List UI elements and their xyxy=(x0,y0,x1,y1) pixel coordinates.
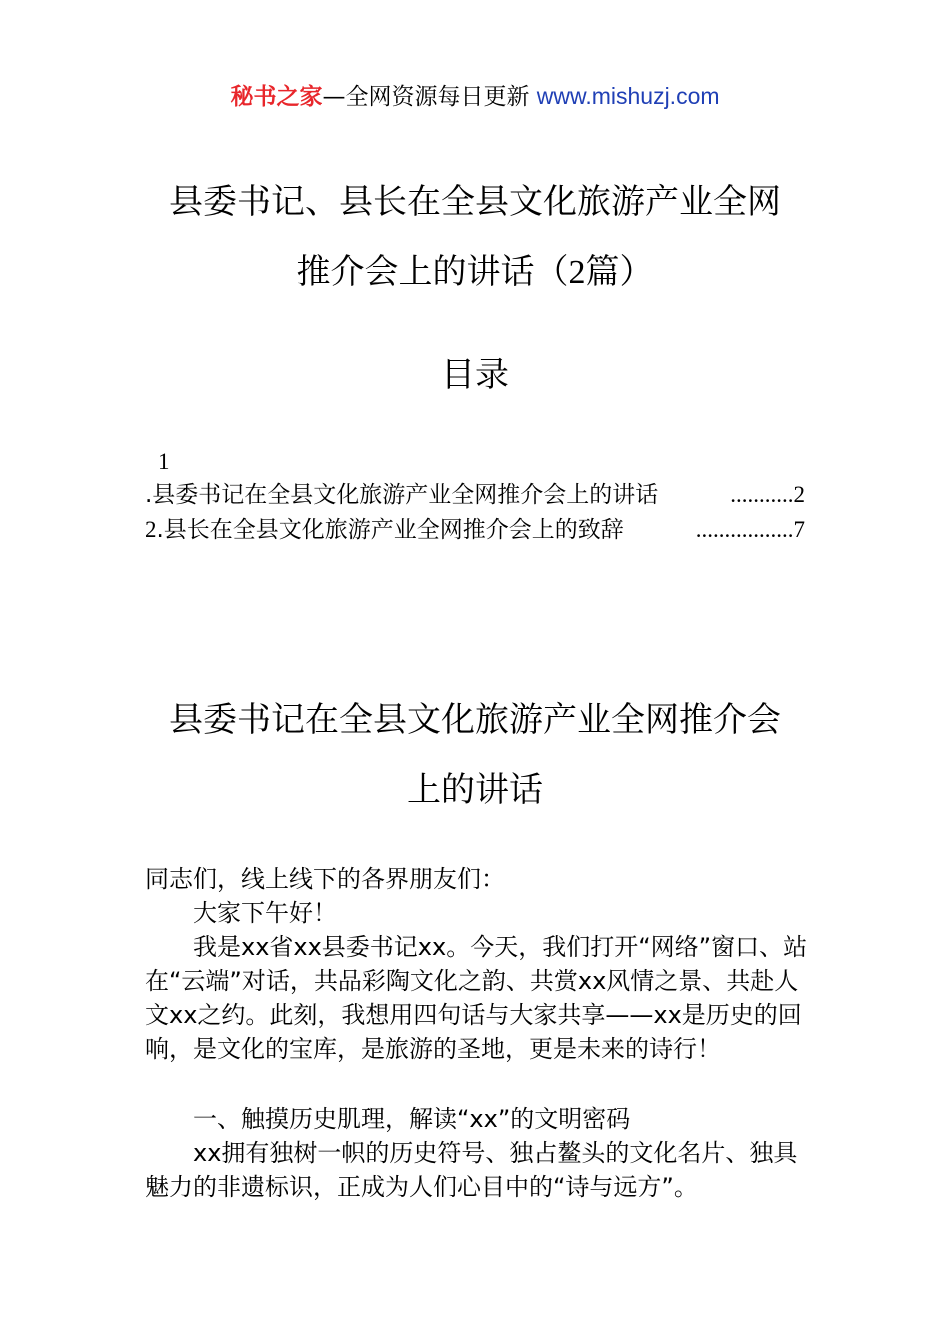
toc-item2-text: .县长在全县文化旅游产业全网推介会上的致辞 xyxy=(156,517,624,543)
brand-name: 秘书之家 xyxy=(230,84,323,110)
site-header xyxy=(0,80,950,113)
salutation: 同志们，线上线下的各界朋友们： xyxy=(145,865,505,893)
toc-item1-page: 2 xyxy=(793,482,805,507)
toc-item1-leader xyxy=(730,480,805,510)
site-url-link[interactable]: www.mishuzj.com xyxy=(536,83,720,109)
toc-item1[interactable] xyxy=(145,480,805,510)
toc-item2-label xyxy=(145,515,624,545)
title-line2-pre: 推介会上的讲话（ xyxy=(296,252,569,292)
title-line2-post: 篇） xyxy=(585,252,654,292)
greeting: 大家下午好！ xyxy=(193,899,337,927)
toc-item1-text: .县委书记在全县文化旅游产业全网推介会上的讲话 xyxy=(145,482,659,508)
section-title-line1: 县委书记在全县文化旅游产业全网推介会 xyxy=(169,700,781,740)
document-title-line1: 县委书记、县长在全县文化旅游产业全网 xyxy=(169,182,781,222)
toc-item2-leader xyxy=(696,515,805,545)
toc-item1-number: 1 xyxy=(158,449,170,474)
title-line2-count: 2 xyxy=(568,254,586,291)
toc-item2-number: 2 xyxy=(145,517,157,542)
paragraph-history: xx拥有独树一帜的历史符号、独占鳌头的文化名片、独具魅力的非遗标识，正成为人们心目中的“诗与远方”。 xyxy=(145,1139,798,1201)
section-heading-1: 一、触摸历史肌理，解读“xx”的文明密码 xyxy=(193,1105,631,1133)
toc-heading: 目录 xyxy=(441,355,509,395)
toc-item2-page: 7 xyxy=(793,517,805,542)
toc-item2-dots: ................. xyxy=(695,517,794,542)
document-title-line2 xyxy=(0,252,950,293)
header-tagline: —全网资源每日更新 xyxy=(322,84,537,110)
toc-item2[interactable] xyxy=(145,515,805,545)
toc-item1-dots: ........... xyxy=(730,482,794,507)
section-title-line2: 上的讲话 xyxy=(407,770,543,810)
paragraph-intro: 我是xx省xx县委书记xx。今天，我们打开“网络”窗口、站在“云端”对话，共品彩陶文化之韵、共赏xx风情之景、共赴人文xx之约。此刻，我想用四句话与大家共享——xx是历史的回响，是文化的宝库，是旅游的圣地，更是未来的诗行！ xyxy=(145,933,808,1063)
